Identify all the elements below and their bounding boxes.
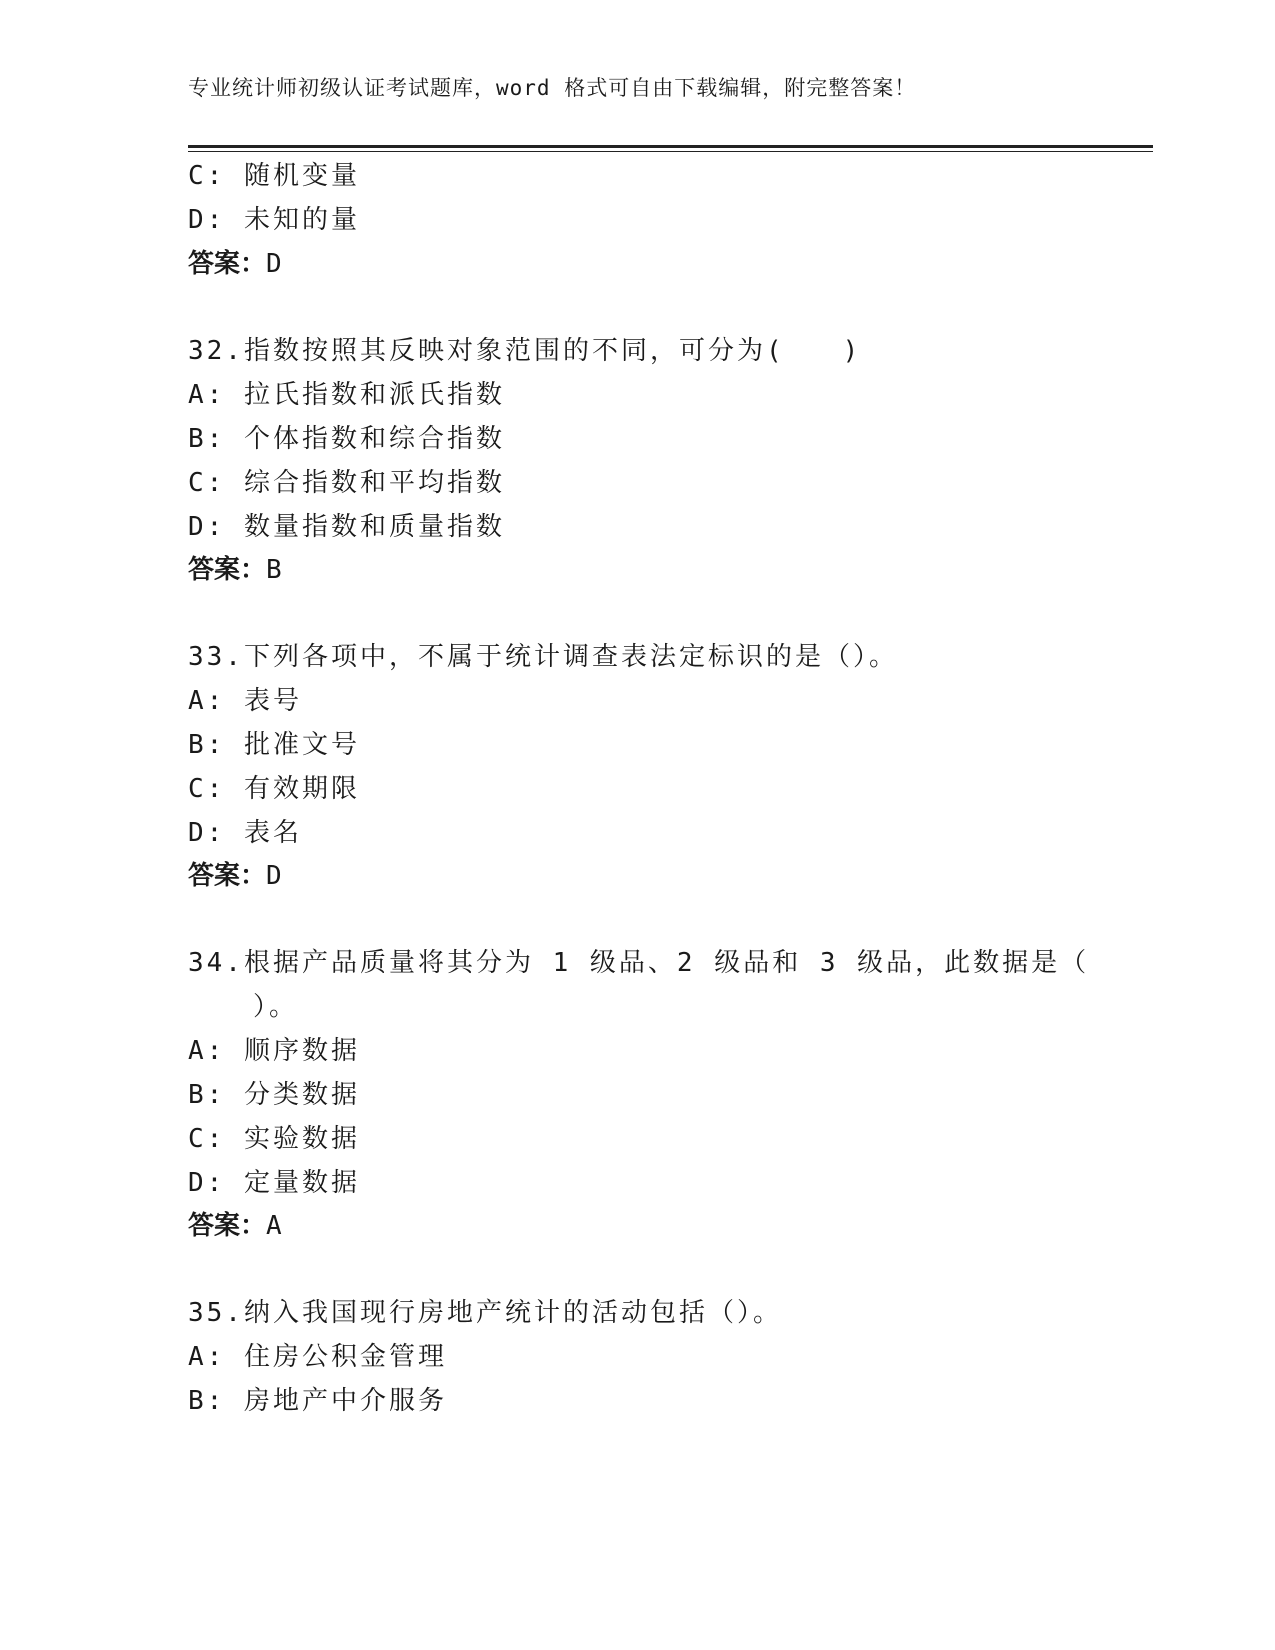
q31-answer (188, 243, 282, 280)
q34-option-c: C: 实验数据 (188, 1124, 360, 1154)
q32-option-a: A: 拉氏指数和派氏指数 (188, 380, 505, 410)
q33-question: 33.下列各项中，不属于统计调查表法定标识的是（）。 (188, 642, 898, 672)
header-rule-thin (188, 151, 1153, 152)
answer-value: A (266, 1211, 282, 1241)
q34-option-a: A: 顺序数据 (188, 1036, 360, 1066)
q34-answer (188, 1205, 282, 1242)
q31-option-c: C: 随机变量 (188, 161, 360, 191)
q35-option-b: B: 房地产中介服务 (188, 1386, 447, 1416)
answer-value: D (266, 861, 282, 891)
q34-question-line1: 34.根据产品质量将其分为 1 级品、2 级品和 3 级品，此数据是（ (188, 948, 1090, 978)
q34-question-line2: ）。 (253, 992, 299, 1022)
header-rule-thick (188, 145, 1153, 148)
q32-option-d: D: 数量指数和质量指数 (188, 512, 505, 542)
q34-option-b: B: 分类数据 (188, 1080, 360, 1110)
answer-label: 答案： (188, 249, 267, 279)
q32-answer (188, 549, 282, 586)
answer-label: 答案： (188, 555, 267, 585)
answer-label: 答案： (188, 1211, 267, 1241)
q33-option-c: C: 有效期限 (188, 774, 360, 804)
q33-answer (188, 855, 282, 892)
page-header: 专业统计师初级认证考试题库，word 格式可自由下载编辑，附完整答案！ (188, 76, 917, 100)
q33-option-b: B: 批准文号 (188, 730, 360, 760)
q33-option-a: A: 表号 (188, 686, 302, 716)
q35-option-a: A: 住房公积金管理 (188, 1342, 447, 1372)
q34-option-d: D: 定量数据 (188, 1168, 360, 1198)
answer-value: B (266, 555, 282, 585)
q33-option-d: D: 表名 (188, 818, 302, 848)
answer-value: D (266, 249, 282, 279)
q35-question: 35.纳入我国现行房地产统计的活动包括（）。 (188, 1298, 782, 1328)
q32-option-c: C: 综合指数和平均指数 (188, 468, 505, 498)
q32-option-b: B: 个体指数和综合指数 (188, 424, 505, 454)
q31-option-d: D: 未知的量 (188, 205, 360, 235)
q32-question: 32.指数按照其反映对象范围的不同，可分为( ) (188, 336, 862, 366)
answer-label: 答案： (188, 861, 267, 891)
